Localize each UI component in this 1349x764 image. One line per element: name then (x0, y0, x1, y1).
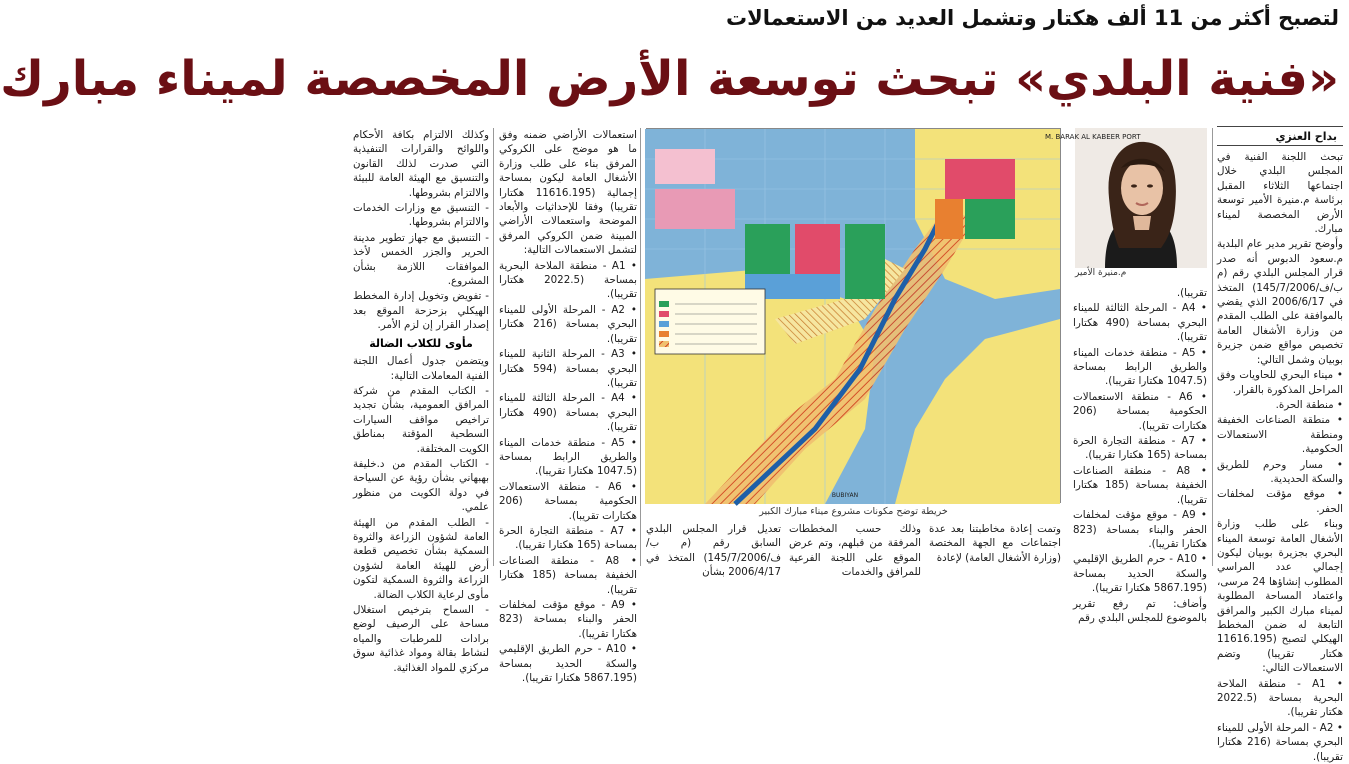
paragraph: وأضاف: تم رفع تقرير بالموضوع للمجلس البلدي رقم (1073, 597, 1207, 624)
paragraph: تعديل قرار المجلس البلدي السابق رقم (م ب/ف/145/7/2006) المتخذ في 2006/4/17 بشأن (646, 523, 781, 579)
paragraph: • A6 - منطقة الاستعمالات الحكومية بمساحة (206 هكتارات تقريبا). (1073, 390, 1207, 432)
paragraph: • A9 - موقع مؤقت لمخلفات الحفر والبناء بمساحة (823 هكتارا تقريبا). (1073, 509, 1207, 550)
paragraph: • منطقة الحرة. (1275, 398, 1343, 411)
paragraph: • A4 - المرحلة الثالثة للميناء البحري بمساحة (490 هكتارا تقريبا). (499, 392, 637, 434)
paragraph: - السماح بترخيص استغلال مساحة على الرصيف لوضع برادات للمرطبات والمياه لنشاط بقالة ومواد غذائية سوق مركزي للمواد الغذائية. (353, 604, 489, 674)
byline: بداح العنزي (1217, 126, 1343, 146)
article-column-2 (1073, 286, 1207, 624)
article-kicker: لتصبح أكثر من 11 ألف هكتار وتشمل العديد من الاستعمالات (726, 6, 1339, 30)
paragraph: • A7 - منطقة التجارة الحرة بمساحة (165 هكتارا تقريبا). (1073, 435, 1207, 462)
paragraph: تبحث اللجنة الفنية في المجلس البلدي خلال اجتماعها الثلاثاء المقبل برئاسة م.منيرة الأمير توسعة الأرض المخصصة لميناء مبارك. (1217, 151, 1343, 236)
paragraph: استعمالات الأراضي ضمنه وفق ما هو موضح على الكروكي المرفق بناء على طلب وزارة الأشغال العامة ليكون بمساحة إجمالية (11616.195 هكتارا تقريبا) وفقا للإحداثيات والأبعاد الموضحة واستعمالات الأراضي المبينة ضمن الكروكي المرفق لتشمل الاستعمالات التالية: (499, 129, 637, 257)
paragraph: - الكتاب المقدم من د.خليفة بهبهاني بشأن رؤية عن السياحة في دولة الكويت من منظور علمي. (353, 457, 489, 514)
paragraph: • A10 - حرم الطريق الإقليمي والسكة الحديد بمساحة (5867.195 هكتارا تقريبا). (499, 643, 637, 685)
paragraph: - الطلب المقدم من الهيئة العامة لشؤون الزراعة والثروة السمكية بشأن تخصيص قطعة أرض للهيئة العامة لشؤون الزراعة والثروة السمكية لتكون مأوى لرعاية الكلاب الضالة. (353, 516, 489, 601)
paragraph: • A2 - المرحلة الأولى للميناء البحري بمساحة (216 هكتارا تقريبا). (1217, 721, 1343, 763)
paragraph: - التنسيق مع جهاز تطوير مدينة الحرير والجزر الخمس لأخذ الموافقات اللازمة بشأن المشروع. (353, 231, 489, 288)
article-headline: «فنية البلدي» تبحث توسعة الأرض المخصصة لميناء مبارك (0, 51, 1339, 107)
paragraph: - الكتاب المقدم من شركة المرافق العمومية، بشأن تجديد تراخيص مواقف السيارات السطحية المؤقتة بمناطق الكويت المختلفة. (353, 384, 489, 455)
column-divider (493, 128, 494, 566)
paragraph: • موقع مؤقت لمخلفات الحفر. (1217, 488, 1343, 515)
paragraph: تقريبا). (1176, 287, 1207, 299)
paragraph: ويتضمن جدول أعمال اللجنة الفنية المعاملات التالية: (353, 355, 489, 382)
paragraph: - تفويض وتخويل إدارة المخطط الهيكلي بزحزحة الموقع بعد إصدار القرار إن لزم الأمر. (353, 290, 489, 332)
paragraph: وكذلك الالتزام بكافة الأحكام واللوائح والقرارات التنفيذية التي صدرت لذلك القانون والتنسيق مع الهيئة العامة للبيئة والالتزام بشروطها. (353, 129, 489, 199)
paragraph: وذلك حسب المخططات المرفقة من قبلهم، وتم عرض الموقع على اللجنة الفرعية للمرافق والخدمات (789, 523, 921, 579)
portrait-photo (1075, 128, 1207, 268)
paragraph: وتمت إعادة مخاطبتنا بعد عدة اجتماعات مع الجهة المختصة (وزارة الأشغال العامة) لإعادة (929, 523, 1061, 564)
article-column-4 (789, 522, 921, 579)
paragraph: • A3 - المرحلة الثانية للميناء البحري بمساحة (594 هكتارا تقريبا). (499, 348, 637, 389)
paragraph: • A9 - موقع مؤقت لمخلفات الحفر والبناء بمساحة (823 هكتارا تقريبا). (499, 599, 637, 640)
article-column-6 (499, 128, 638, 685)
paragraph: • ميناء البحري للحاويات وفق المراحل المذكورة بالقرار. (1217, 369, 1343, 396)
map-bottom-label: BUBIYAN (831, 492, 859, 499)
subheading-stray-dogs: مأوى للكلاب الضالة (369, 336, 473, 350)
paragraph: • A6 - منطقة الاستعمالات الحكومية بمساحة (206 هكتارات تقريبا). (499, 480, 637, 522)
photo-caption: م.منيرة الأمير (1075, 268, 1127, 278)
paragraph: • A5 - منطقة خدمات الميناء والطريق الرابط بمساحة (1047.5 هكتارا تقريبا). (1073, 346, 1207, 388)
map-caption: خريطة توضح مكونات مشروع ميناء مبارك الكبير (759, 506, 948, 517)
article-column-3 (929, 522, 1061, 568)
paragraph: • A1 - منطقة الملاحة البحرية بمساحة (2022.5 هكتارا تقريبا). (499, 259, 637, 301)
paragraph: وبناء على طلب وزارة الأشغال العامة توسعة الميناء البحري بجزيرة بوبيان ليكون إجمالي عدد المراسي المطلوب إنشاؤها 24 مرسى، واعتماد المساحة المطلوبة لميناء مبارك الكبير والمرافق التابعة له ضمن المخطط الهيكلي لتصبح (11616.195 هكتار تقريبا) وتضم الاستعمالات التالي: (1217, 518, 1343, 675)
paragraph: وأوضح تقرير مدير عام البلدية م.سعود الدبوس أنه صدر قرار المجلس البلدي رقم (م ب/ف/145/7/2006) المتخذ في 2006/6/17 الذي يقضي بالموافقة على الطلب المقدم من وزارة الأشغال العامة تخصيص مواقع ضمن جزيرة بوبيان وشمل التالي: (1217, 238, 1343, 366)
column-7-bottom-text (353, 354, 489, 675)
paragraph: • A10 - حرم الطريق الإقليمي والسكة الحديد بمساحة (5867.195 هكتارا تقريبا). (1073, 553, 1207, 595)
article-column-5 (646, 522, 781, 579)
paragraph: • A7 - منطقة التجارة الحرة بمساحة (165 هكتارا تقريبا). (499, 524, 637, 552)
paragraph: - التنسيق مع وزارات الخدمات والالتزام بشروطها. (353, 202, 489, 229)
column-divider (640, 128, 641, 566)
article-column-1 (1217, 150, 1343, 763)
article-column-7 (353, 128, 489, 674)
paragraph: • A4 - المرحلة الثالثة للميناء البحري بمساحة (490 هكتارا تقريبا). (1073, 302, 1207, 344)
paragraph: • A2 - المرحلة الأولى للميناء البحري بمساحة (216 هكتارا تقريبا). (499, 303, 637, 345)
paragraph: • A8 - منطقة الصناعات الخفيفة بمساحة (185 هكتارا تقريبا). (499, 554, 638, 596)
map-title-label: M. BARAK AL KABEER PORT (1045, 133, 1141, 141)
column-7-top-text (353, 128, 489, 333)
paragraph: • A8 - منطقة الصناعات الخفيفة بمساحة (185 هكتارا تقريبا). (1073, 464, 1207, 506)
paragraph: • A5 - منطقة خدمات الميناء والطريق الرابط بمساحة (1047.5 هكتارا تقريبا). (499, 436, 637, 478)
column-divider (1212, 128, 1213, 566)
paragraph: • مسار وحرم للطريق والسكة الحديدية. (1217, 458, 1343, 485)
paragraph: • A1 - منطقة الملاحة البحرية بمساحة (2022.5 هكتار تقريبا). (1217, 677, 1343, 719)
paragraph: • منطقة الصناعات الخفيفة ومنطقة الاستعمالات الحكومية. (1217, 414, 1343, 456)
woman-portrait-icon (1075, 128, 1207, 268)
